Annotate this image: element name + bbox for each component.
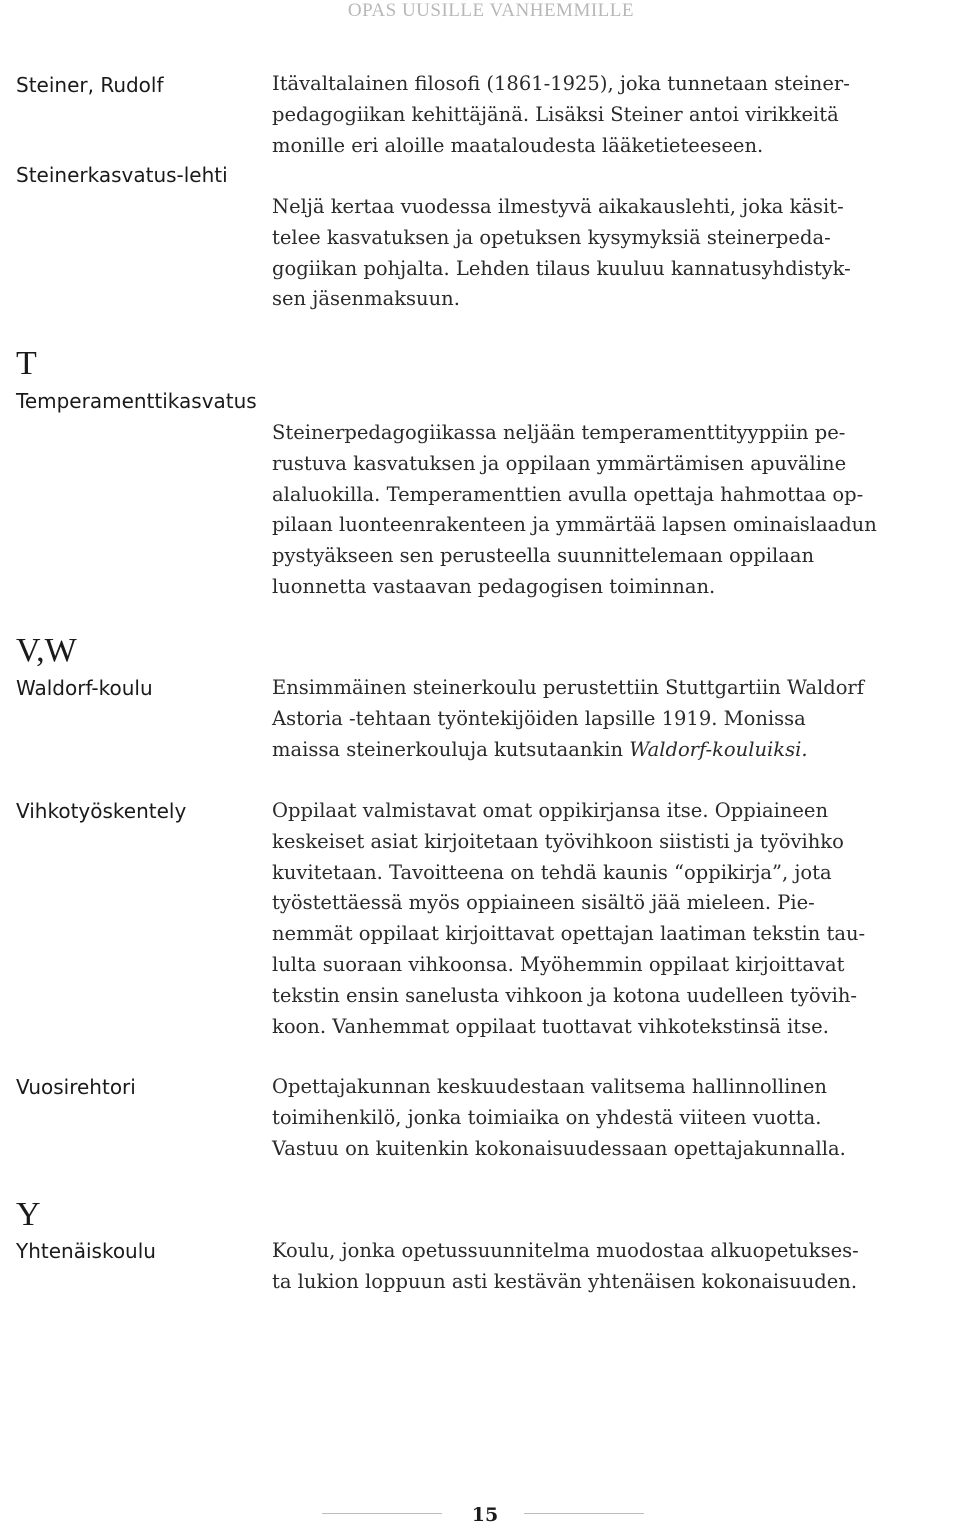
definition-temperamenttikasvatus: Steinerpedagogiikassa neljään temperamenttityyppiin pe- rustuva kasvatuksen ja oppilaan ymmärtämisen apuväline alaluokilla. Temperamenttien avulla opettaja hahmottaa op- pilaan luonteenrakenteen ja ymmärtää lapsen ominaislaadun pystyäkseen sen perusteella suunnittelemaan oppilaan luonnetta vastaavan pedagogisen toiminnan. — [272, 421, 877, 598]
footer-rule-right — [524, 1513, 644, 1514]
running-header — [0, 0, 634, 40]
definition-steiner-rudolf: Itävaltalainen filosofi (1861-1925), joka tunnetaan steiner- pedagogiikan kehittäjänä. Lisäksi Steiner antoi virikkeitä monille eri aloille maataloudesta lääketieteeseen. — [272, 72, 850, 157]
definition-waldorf-italic: Waldorf-kouluiksi. — [629, 737, 808, 761]
term-vuosirehtori: Vuosirehtori — [16, 1075, 136, 1099]
definition-vuosirehtori: Opettajakunnan keskuudestaan valitsema hallinnollinen toimihenkilö, jonka toimiaika on yhdestä viiteen vuotta. Vastuu on kuitenkin kokonaisuudessaan opettajakunnalla. — [272, 1075, 846, 1160]
term-steinerkasvatus-lehti: Steinerkasvatus-lehti — [16, 163, 228, 187]
term-vihkotyoskentely: Vihkotyöskentely — [16, 799, 187, 823]
page-number: 15 — [471, 1504, 499, 1526]
term-steiner-rudolf: Steiner, Rudolf — [16, 73, 164, 97]
section-letter-t: T — [16, 345, 37, 382]
definition-waldorf-koulu — [272, 673, 952, 765]
header-title: OPAS UUSILLE VANHEMMILLE — [347, 0, 634, 21]
term-waldorf-koulu: Waldorf-koulu — [16, 676, 153, 700]
definition-vihkotyoskentely: Oppilaat valmistavat omat oppikirjansa itse. Oppiaineen keskeiset asiat kirjoitetaan työvihkoon siististi ja työvihko kuvitetaan. Tavoitteena on tehdä kaunis “oppikirja”, jota työstettäessä myös oppiaineen sisältö jää mieleen. Pie- nemmät oppilaat kirjoittavat opettajan laatiman tekstin tau- lulta suoraan vihkoonsa. Myöhemmin oppilaat kirjoittavat tekstin ensin sanelusta vihkoon ja kotona uudelleen työvih- koon. Vanhemmat oppilaat tuottavat vihkotekstinsä itse. — [272, 799, 866, 1038]
footer-rule-left — [322, 1513, 442, 1514]
section-letter-y: Y — [16, 1196, 41, 1233]
section-letter-vw: V,W — [16, 632, 77, 669]
term-yhtenaiskoulu: Yhtenäiskoulu — [16, 1239, 156, 1263]
definition-yhtenaiskoulu: Koulu, jonka opetussuunnitelma muodostaa alkuopetukses- ta lukion loppuun asti kestävän yhtenäisen kokonaisuuden. — [272, 1239, 859, 1293]
definition-steinerkasvatus-lehti: Neljä kertaa vuodessa ilmestyvä aikakauslehti, joka käsit- telee kasvatuksen ja opetuksen kysymyksiä steinerpeda- gogiikan pohjalta. Lehden tilaus kuuluu kannatusyhdistyk- sen jäsenmaksuun. — [272, 195, 851, 311]
term-temperamenttikasvatus: Temperamenttikasvatus — [16, 389, 257, 413]
definition-waldorf-text: Ensimmäinen steinerkoulu perustettiin Stuttgartiin Waldorf Astoria -tehtaan työntekijöiden lapsille 1919. Monissa maissa steinerkouluja kutsutaankin — [272, 676, 864, 761]
